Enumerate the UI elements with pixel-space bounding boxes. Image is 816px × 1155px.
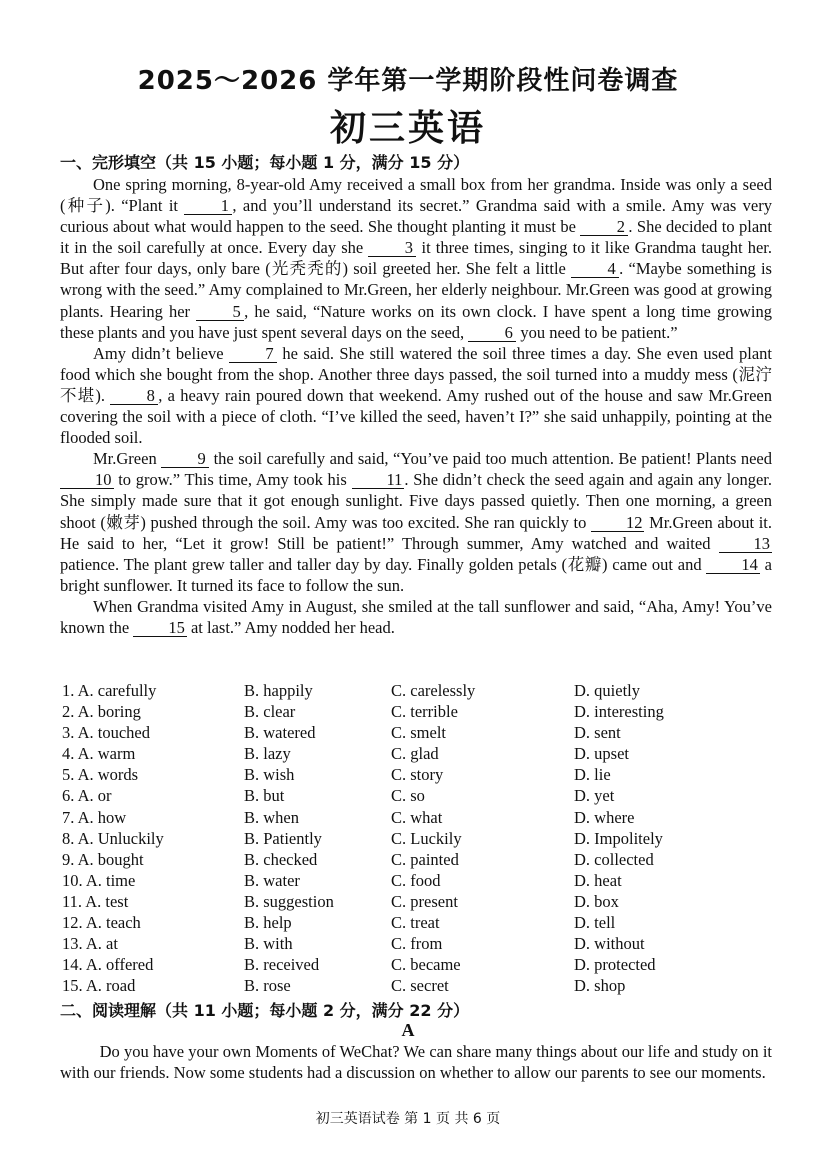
option-choice: C. present [391,891,458,911]
option-choice: C. so [391,786,425,806]
option-choice: D. sent [574,723,621,743]
cloze-blank: 10 [60,471,114,489]
cloze-options [62,680,772,996]
option-choice: D. yet [574,786,615,806]
reading-intro: Do you have your own Moments of WeChat? We can share many things about our life and study on it with our friends. Now some students had a discussion on whether to allow our parents to see our moments. [60,1042,772,1083]
cloze-blank: 1 [184,197,232,215]
option-choice: 13. A. at [62,934,118,954]
option-choice: B. when [244,807,299,827]
option-choice: 14. A. offered [62,955,154,975]
passage-text: the soil carefully and said, “You’ve paid too much attention. Be patient! Plants need [209,449,772,469]
cloze-blank: 14 [706,556,760,574]
passage-text: patience. The plant grew taller and taller day by day. Finally golden petals (花瓣) came out and [60,554,707,574]
option-choice: C. story [391,765,444,785]
option-choice: C. Luckily [391,828,462,848]
cloze-blank: 13 [719,535,773,553]
option-row [62,722,772,743]
option-choice: C. food [391,870,441,890]
option-choice: 4. A. warm [62,744,136,764]
option-choice: B. received [244,955,320,975]
passage-text: One spring morning, 8-year-old Amy received a small box from her grandma. Inside was only a seed (种子). “Plant it [60,175,772,216]
passage-text: . She didn’t check the seed again and again any longer. She simply made sure that it got enough sunlight. Five days passed quietly. Then one morning, a green shoot (嫩芽) pushed through the soil. Amy was too excited. She ran quickly to [60,470,772,532]
option-choice: D. without [574,934,645,954]
passage-paragraph [60,448,772,596]
cloze-blank: 4 [571,260,619,278]
option-choice: C. carelessly [391,681,476,700]
option-row [62,785,772,806]
passage-text: at last.” Amy nodded her head. [186,617,395,637]
option-choice: D. upset [574,744,629,764]
option-choice: D. Impolitely [574,828,663,848]
passage-text: When Grandma visited Amy in August, she smiled at the tall sunflower and said, “Aha, Amy! You’ve known the [60,596,772,637]
part-label: A [401,1020,415,1040]
passage-text: to grow.” This time, Amy took his [113,470,352,490]
option-row [62,680,772,701]
option-choice: D. heat [574,870,622,890]
option-choice: D. where [574,807,635,827]
option-choice: B. wish [244,765,295,785]
option-choice: 9. A. bought [62,849,144,869]
cloze-blank: 9 [161,450,209,468]
option-choice: C. became [391,955,461,975]
option-row [62,743,772,764]
option-choice: 5. A. words [62,765,139,785]
exam-title: 2025～2026 学年第一学期阶段性问卷调查 [137,66,679,96]
option-choice: C. terrible [391,702,458,722]
passage-text: . “Maybe something is wrong with the seed.” Amy complained to Mr.Green, her elderly neighbour. Mr.Green was good at growing plants. Hearing her [60,259,772,321]
option-choice: B. happily [244,681,313,700]
cloze-blank: 12 [591,514,645,532]
option-choice: D. box [574,891,619,911]
option-row [62,870,772,891]
option-choice: C. smelt [391,723,447,743]
passage-text: it three times, singing to it like Grandma taught her. But after four days, only bare (光秃秃的) soil greeted her. She felt a little [60,238,772,279]
cloze-blank: 3 [368,239,416,257]
passage-paragraph [60,343,772,448]
option-choice: B. lazy [244,744,291,764]
passage-text: Mr.Green about it. He said to her, “Let it grow! Still be patient!” Through summer, Amy watched and waited [60,512,773,553]
option-row [62,764,772,785]
option-choice: 3. A. touched [62,723,150,743]
option-row [62,933,772,954]
cloze-passage [60,174,772,638]
cloze-blank: 2 [580,218,628,236]
option-choice: D. interesting [574,702,664,722]
option-choice: C. from [391,934,443,954]
cloze-blank: 11 [352,471,405,489]
option-choice: D. collected [574,849,654,869]
cloze-blank: 15 [133,619,187,637]
option-row [62,954,772,975]
option-choice: C. what [391,807,443,827]
section1-heading: 一、完形填空（共 15 小题；每小题 1 分，满分 15 分） [60,153,470,172]
option-row [62,828,772,849]
option-choice: 11. A. test [62,891,129,911]
passage-text: , a heavy rain poured down that weekend. Amy rushed out of the house and saw Mr.Green covering the soil with a piece of cloth. “I’ve killed the seed, haven’t I?” she said unhappily, pointing at the flooded soil. [60,385,773,448]
cloze-blank: 5 [196,303,244,321]
section2-heading: 二、阅读理解（共 11 小题；每小题 2 分，满分 22 分） [60,1001,470,1020]
option-choice: 12. A. teach [62,913,141,933]
option-choice: B. Patiently [244,828,322,848]
option-choice: B. suggestion [244,891,334,911]
option-choice: 10. A. time [62,870,136,890]
subject-title: 初三英语 [329,107,486,149]
option-choice: D. quietly [574,681,640,700]
passage-paragraph [60,596,772,638]
option-choice: C. painted [391,849,459,869]
option-row [62,849,772,870]
option-row [62,891,772,912]
option-choice: B. but [244,786,285,806]
option-choice: D. shop [574,976,626,996]
passage-text: Mr.Green [93,449,162,469]
option-choice: 6. A. or [62,786,112,806]
option-choice: 7. A. how [62,807,127,827]
passage-text: you need to be patient.” [516,322,678,342]
option-row [62,975,772,996]
option-choice: B. help [244,913,292,933]
option-choice: B. water [244,870,300,890]
passage-text: Amy didn’t believe [93,343,229,363]
option-choice: 1. A. carefully [62,681,157,700]
passage-text: a bright sunflower. It turned its face to follow the sun. [60,554,772,595]
cloze-blank: 8 [110,387,158,405]
option-choice: C. glad [391,744,439,764]
option-row [62,912,772,933]
option-choice: D. protected [574,955,656,975]
cloze-blank: 6 [468,324,516,342]
passage-text: he said. She still watered the soil three times a day. She even used plant food which she bought from the shop. Another three days passed, the soil turned into a muddy mess (泥泞不堪). [60,343,772,405]
option-row [62,701,772,722]
passage-text: , and you’ll understand its secret.” Grandma said with a smile. Amy was very curious about what would happen to the seed. She thought planting it must be [60,196,773,237]
option-row [62,807,772,828]
option-choice: 15. A. road [62,976,136,996]
option-choice: D. tell [574,913,616,933]
option-choice: 8. A. Unluckily [62,828,164,848]
option-choice: B. rose [244,976,291,996]
passage-text: . She decided to plant it in the soil carefully at once. Every day she [60,217,772,258]
cloze-blank: 7 [229,345,277,363]
passage-text: , he said, “Nature works on its own clock. I have spent a long time growing these plants and you have just spent several days on the seed, [60,301,773,342]
option-choice: D. lie [574,765,611,785]
option-choice: B. clear [244,702,296,722]
passage-paragraph [60,174,772,343]
option-choice: C. secret [391,976,449,996]
option-choice: C. treat [391,913,440,933]
option-choice: B. watered [244,723,316,743]
page-footer: 初三英语试卷 第 1 页 共 6 页 [315,1111,501,1127]
option-choice: B. with [244,934,293,954]
option-choice: B. checked [244,849,318,869]
option-choice: 2. A. boring [62,702,141,722]
